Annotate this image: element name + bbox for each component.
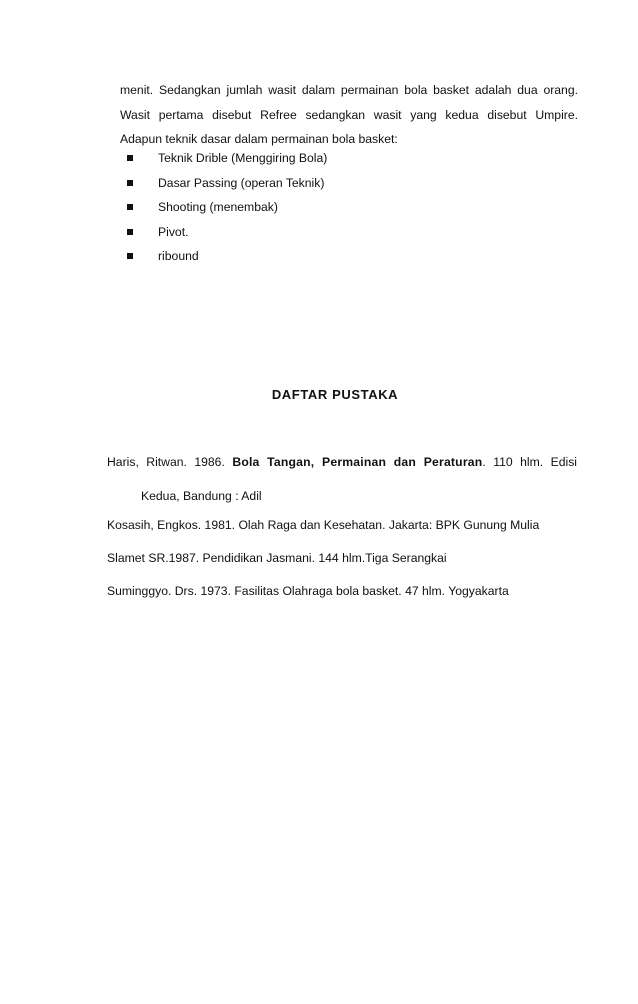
list-item-text: Teknik Drible (Menggiring Bola): [158, 151, 328, 165]
reference-first-line: [107, 455, 577, 469]
list-item: [127, 146, 327, 171]
reference-entry: [107, 455, 577, 503]
reference-continuation: Kedua, Bandung : Adil: [141, 489, 262, 503]
reference-details: . 110 hlm. Edisi: [482, 455, 577, 469]
square-bullet-icon: [127, 155, 133, 161]
section-heading: DAFTAR PUSTAKA: [271, 387, 399, 402]
list-item-text: Pivot.: [158, 224, 189, 239]
list-item: [127, 195, 327, 220]
list-item-text: Shooting (menembak): [158, 200, 278, 215]
list-item-text: Dasar Passing (operan Teknik): [158, 175, 325, 190]
paragraph-line: menit. Sedangkan jumlah wasit dalam permainan bola basket adalah dua orang.: [120, 83, 578, 97]
list-item: [127, 244, 327, 269]
body-paragraph: [120, 78, 578, 152]
list-item-text: ribound: [158, 249, 199, 264]
paragraph-line: Wasit pertama disebut Refree sedangkan wasit yang kedua disebut Umpire.: [120, 107, 578, 122]
reference-entry: Slamet SR.1987. Pendidikan Jasmani. 144 hlm.Tiga Serangkai: [107, 551, 447, 565]
reference-entry: Kosasih, Engkos. 1981. Olah Raga dan Kesehatan. Jakarta: BPK Gunung Mulia: [107, 518, 540, 532]
list-item: [127, 171, 327, 196]
square-bullet-icon: [127, 204, 133, 210]
square-bullet-icon: [127, 253, 133, 259]
paragraph-line: Adapun teknik dasar dalam permainan bola basket:: [120, 132, 398, 146]
reference-author: Haris, Ritwan. 1986.: [107, 455, 225, 469]
reference-entry: Suminggyo. Drs. 1973. Fasilitas Olahraga bola basket. 47 hlm. Yogyakarta: [107, 584, 509, 598]
reference-title: Bola Tangan, Permainan dan Peraturan: [232, 455, 483, 469]
square-bullet-icon: [127, 229, 133, 235]
square-bullet-icon: [127, 180, 133, 186]
list-item: [127, 220, 327, 245]
technique-list: [127, 146, 327, 269]
